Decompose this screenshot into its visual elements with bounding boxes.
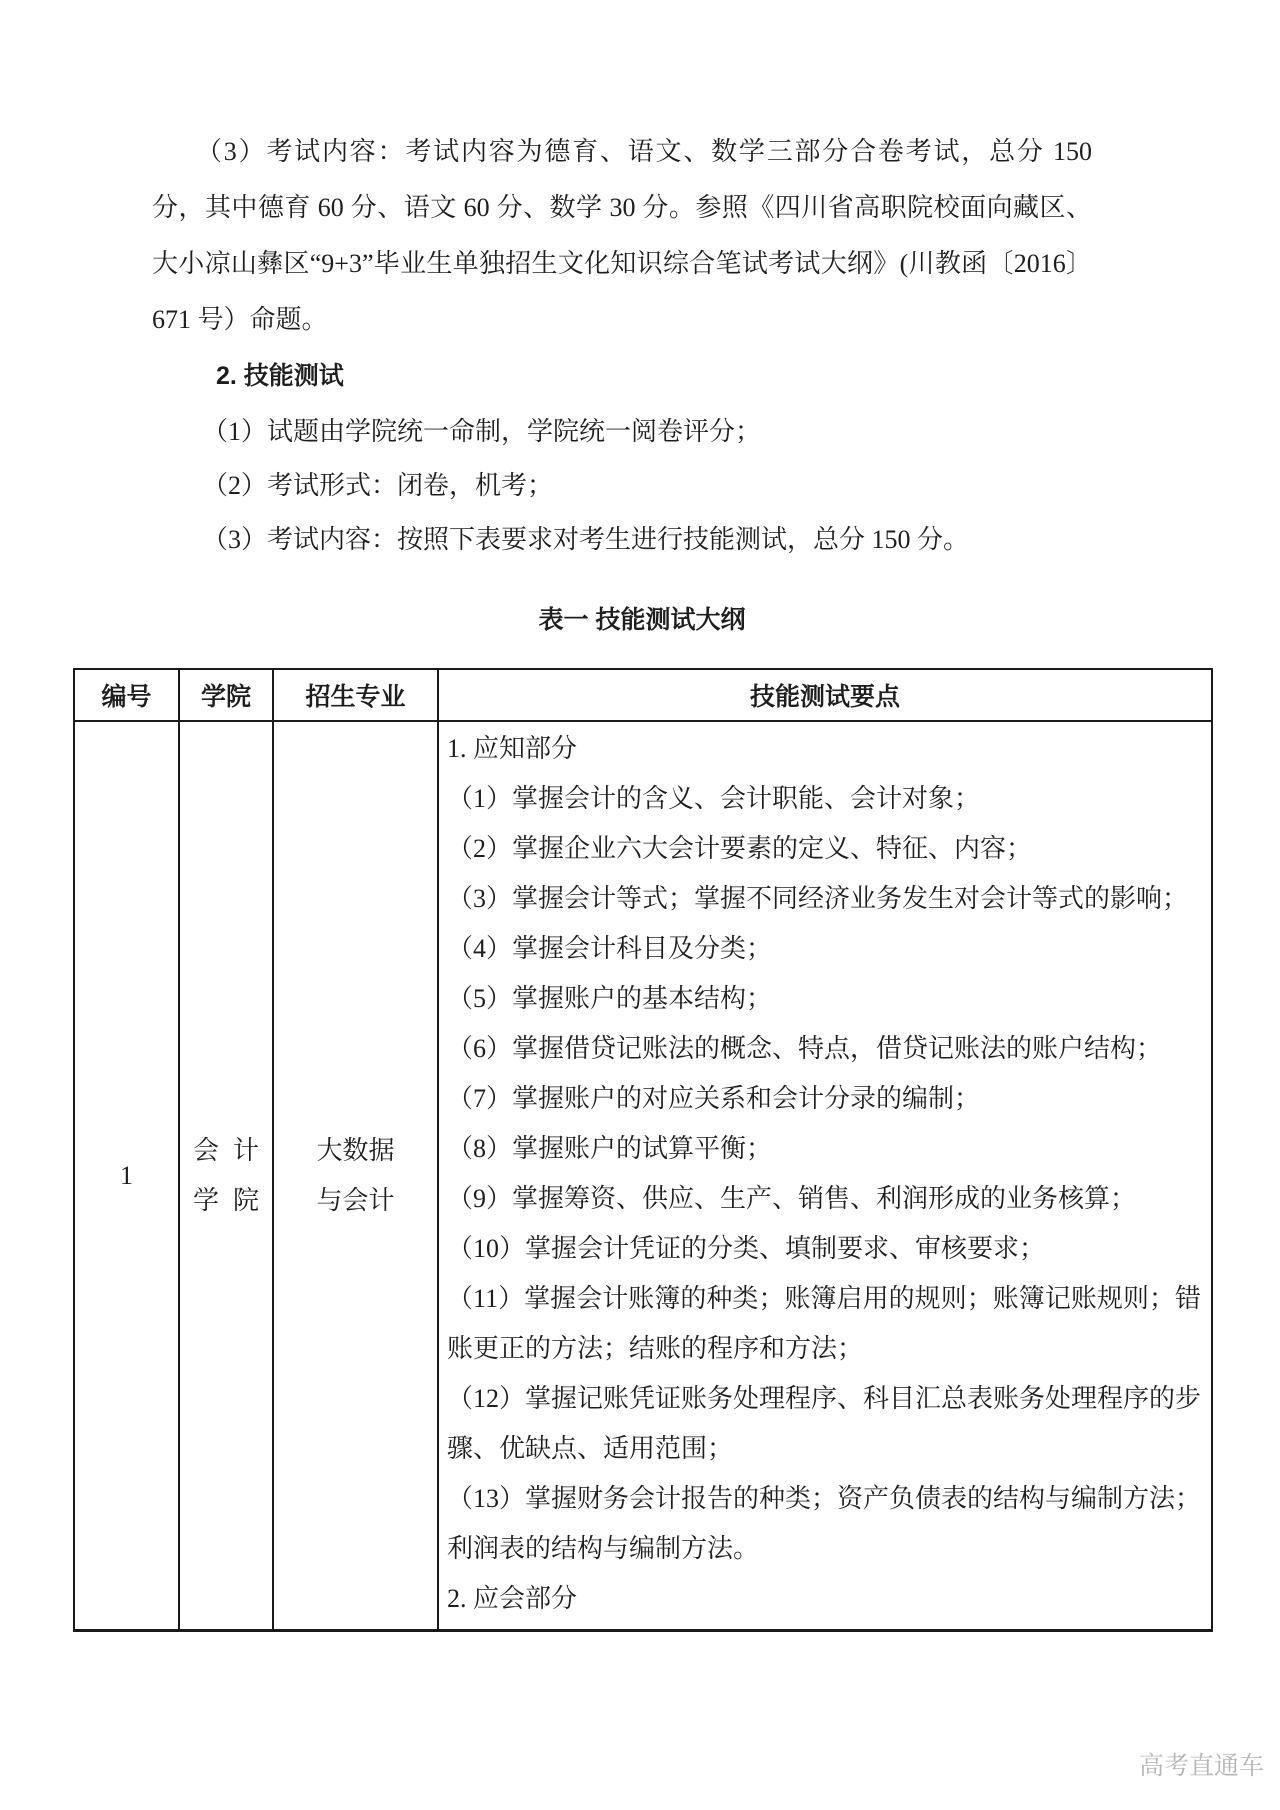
point-line: （7）掌握账户的对应关系和会计分录的编制； bbox=[447, 1084, 981, 1113]
table-title: 表一 技能测试大纲 bbox=[538, 606, 746, 634]
intro-line: 分，其中德育 60 分、语文 60 分、数学 30 分。参照《四川省高职院校面向藏区、 bbox=[152, 193, 1092, 222]
intro-line: 671 号）命题。 bbox=[152, 305, 328, 334]
list-item: （3）考试内容：按照下表要求对考生进行技能测试，总分 150 分。 bbox=[202, 525, 970, 554]
point-line: 骤、优缺点、适用范围； bbox=[447, 1434, 734, 1463]
point-line: （11）掌握会计账簿的种类；账簿启用的规则；账簿记账规则；错 bbox=[447, 1284, 1201, 1313]
column-header-points: 技能测试要点 bbox=[438, 669, 1212, 721]
college-name: 会计 学院 bbox=[193, 1135, 259, 1215]
table-row bbox=[74, 721, 1212, 1631]
column-header-college: 学院 bbox=[179, 669, 273, 721]
intro-line: 大小凉山彝区“9+3”毕业生单独招生文化知识综合笔试考试大纲》(川教函〔2016〕 bbox=[152, 249, 1092, 278]
point-line: （4）掌握会计科目及分类； bbox=[447, 934, 773, 963]
point-line: （8）掌握账户的试算平衡； bbox=[447, 1134, 773, 1163]
list-item: （2）考试形式：闭卷，机考； bbox=[202, 471, 554, 500]
point-line: （12）掌握记账凭证账务处理程序、科目汇总表账务处理程序的步 bbox=[447, 1384, 1202, 1413]
point-line: 1. 应知部分 bbox=[447, 734, 578, 763]
intro-line: （3）考试内容：考试内容为德育、语文、数学三部分合卷考试，总分 150 bbox=[196, 137, 1092, 166]
points-cell bbox=[438, 721, 1212, 1631]
document-body bbox=[152, 124, 1092, 647]
point-line: （3）掌握会计等式；掌握不同经济业务发生对会计等式的影响； bbox=[447, 884, 1189, 913]
watermark: 高考直通车 bbox=[1139, 1752, 1265, 1780]
point-line: （5）掌握账户的基本结构； bbox=[447, 984, 773, 1013]
college-cell bbox=[179, 721, 273, 1631]
point-line: 利润表的结构与编制方法。 bbox=[447, 1534, 760, 1563]
point-line: （9）掌握筹资、供应、生产、销售、利润形成的业务核算； bbox=[447, 1184, 1137, 1213]
list-item: （1）试题由学院统一命制，学院统一阅卷评分； bbox=[202, 417, 762, 446]
point-line: （6）掌握借贷记账法的概念、特点，借贷记账法的账户结构； bbox=[447, 1034, 1163, 1063]
section-heading: 2. 技能测试 bbox=[216, 362, 344, 390]
table-header-row bbox=[74, 669, 1212, 721]
skills-test-table bbox=[73, 668, 1213, 1632]
intro-paragraph bbox=[152, 124, 1092, 348]
column-header-major: 招生专业 bbox=[273, 669, 438, 721]
point-line: 账更正的方法；结账的程序和方法； bbox=[447, 1334, 864, 1363]
column-header-number: 编号 bbox=[74, 669, 179, 721]
point-line: （2）掌握企业六大会计要素的定义、特征、内容； bbox=[447, 834, 1033, 863]
row-number-cell: 1 bbox=[74, 721, 179, 1631]
major-name: 大数据 与会计 bbox=[316, 1135, 395, 1215]
point-line: （10）掌握会计凭证的分类、填制要求、审核要求； bbox=[447, 1234, 1046, 1263]
major-cell bbox=[273, 721, 438, 1631]
point-line: （1）掌握会计的含义、会计职能、会计对象； bbox=[447, 784, 981, 813]
point-line: 2. 应会部分 bbox=[447, 1584, 578, 1613]
point-line: （13）掌握财务会计报告的种类；资产负债表的结构与编制方法； bbox=[447, 1484, 1202, 1513]
